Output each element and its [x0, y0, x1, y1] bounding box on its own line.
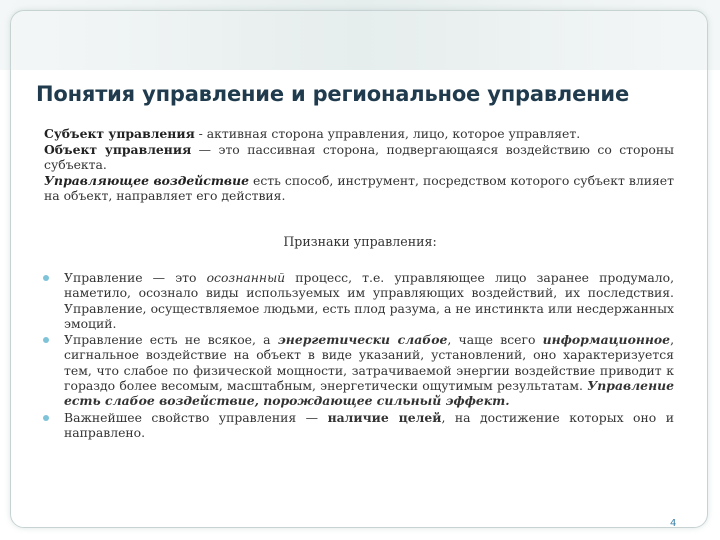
- list-item-emphasis: энергетически слабое: [277, 332, 448, 348]
- page-number: 4: [670, 518, 677, 529]
- list-item-emphasis: Управление есть слабое воздействие, порождающее сильный эффект.: [64, 378, 674, 409]
- bullet-icon: [43, 415, 49, 421]
- list-item-text: , на достижение которых оно и направлено.: [64, 409, 674, 440]
- definition-influence-text: есть способ, инструмент, посредством которого субъект влияет на объект, направляет его действия.: [44, 173, 674, 203]
- list-item-emphasis: осознанный: [206, 270, 286, 285]
- subheading: Признаки управления:: [283, 234, 437, 249]
- list-item: [40, 270, 674, 331]
- definition-subject: [44, 126, 674, 141]
- definition-influence: [44, 173, 674, 203]
- list-item-text: Управление есть не всякое, а: [64, 332, 278, 348]
- definition-object: [44, 142, 674, 172]
- list-item-emphasis: информационное: [542, 332, 671, 348]
- definitions-block: [44, 126, 674, 204]
- features-list: [40, 270, 674, 441]
- bullet-icon: [43, 337, 49, 343]
- list-item-text: , сигнальное воздействие на объект в виде указаний, установлений, оно характеризуется тем, что слабое по физической мощности, затрачиваемой энергии воздействие приводит к гораздо более весомым, масштабным, энергетически ощутимым результатам.: [64, 332, 675, 394]
- term-subject: Субъект управления: [44, 126, 195, 141]
- list-item: [40, 332, 674, 408]
- term-influence: Управляющее воздействие: [44, 173, 249, 188]
- list-item-emphasis: наличие целей: [327, 409, 442, 425]
- list-item-text: Управление — это: [64, 270, 207, 285]
- list-item-text: процесс, т.е. управляющее лицо заранее продумало, наметило, осознало виды используемых им управляющих воздействий, их последствия. Управление, осуществляемое людьми, есть плод разума, а не инстинкта или несдержанных эмоций.: [64, 270, 675, 331]
- list-item-text: Важнейшее свойство управления —: [64, 409, 328, 425]
- list-item: [40, 410, 674, 441]
- list-item-text: , чаще всего: [447, 332, 543, 348]
- bullet-icon: [43, 275, 49, 281]
- definition-object-text: — это пассивная сторона, подвергающаяся воздействию со стороны субъекта.: [44, 142, 674, 172]
- slide-title: Понятия управление и региональное управление: [36, 82, 629, 106]
- definition-subject-text: - активная сторона управления, лицо, которое управляет.: [194, 126, 581, 141]
- term-object: Объект управления: [44, 142, 192, 157]
